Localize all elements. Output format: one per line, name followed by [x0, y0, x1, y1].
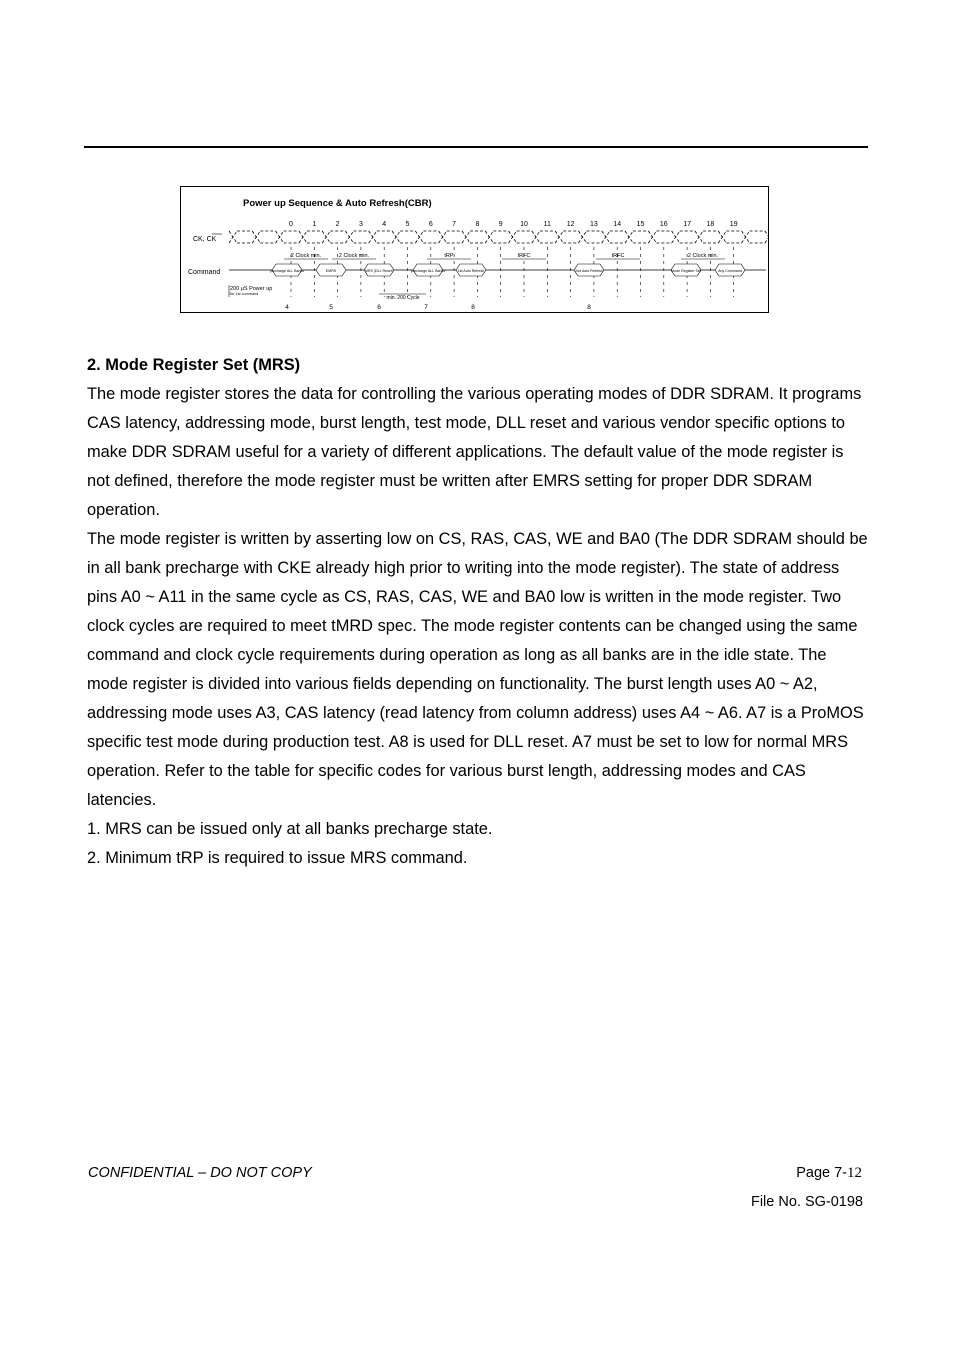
note-1: 1. MRS can be issued only at all banks precharge state. — [87, 820, 493, 838]
timing-label: tRP — [444, 253, 454, 259]
page-prefix: Page 7- — [796, 1165, 847, 1181]
timing-diagram — [180, 186, 769, 313]
section-heading: 2. Mode Register Set (MRS) — [87, 356, 301, 374]
clock-number: 7 — [452, 221, 457, 228]
command-label: 2nd Auto Refresh — [575, 269, 603, 273]
note-min-cycle: min. 200 Cycle — [386, 295, 420, 301]
clock-number: 17 — [683, 221, 691, 228]
clock-number: 13 — [590, 221, 598, 228]
section-body — [87, 351, 869, 873]
command-label: 1st Auto Refresh — [457, 269, 485, 273]
timing-label: 2 Clock min. — [338, 253, 370, 259]
bottom-number: 5 — [329, 304, 333, 311]
note-first-command: for 1st command — [230, 292, 259, 296]
timing-diagram-svg — [181, 187, 768, 312]
command-label: MRS (DLL Reset) — [364, 269, 394, 273]
bottom-number: 8 — [471, 304, 475, 311]
note-power-up: 200 µS Power up — [230, 286, 273, 292]
clock-number: 9 — [498, 221, 503, 228]
note-2: 2. Minimum tRP is required to issue MRS command. — [87, 849, 468, 867]
clock-number: 5 — [405, 221, 410, 228]
clock-number: 0 — [289, 221, 293, 228]
page-number: 12 — [847, 1165, 862, 1181]
clock-number: 8 — [475, 221, 480, 228]
bottom-number: 6 — [377, 304, 381, 311]
diagram-title: Power up Sequence & Auto Refresh(CBR) — [243, 198, 432, 209]
command-row-label: Command — [188, 269, 221, 276]
clock-number: 14 — [613, 221, 622, 228]
clock-number: 6 — [428, 221, 433, 228]
confidential-notice: CONFIDENTIAL – DO NOT COPY — [88, 1165, 312, 1181]
timing-label: tRFC — [517, 253, 531, 259]
bottom-number: 7 — [424, 304, 428, 311]
clock-number: 15 — [636, 221, 645, 228]
clock-number: 3 — [358, 221, 363, 228]
paragraph-2: The mode register is written by asserting low on CS, RAS, CAS, WE and BA0 (The DDR SDRAM should be in all bank precharge with CKE already high prior to writing into the mode register). The state of address pins A0 ~ A11 in the same cycle as CS, RAS, CAS, WE and BA0 low is written in the mode register. Two clock cycles are required to meet tMRD spec. The mode register contents can be changed using the same command and clock cycle requirements during operation as long as all banks are in the idle state. The mode register is divided into various fields depending on functionality. The burst length uses A0 ~ A2, addressing mode uses A3, CAS latency (read latency from column address) uses A4 ~ A6. A7 is a ProMOS specific test mode during production test. A8 is used for DLL reset. A7 must be set to low for normal MRS operation. Refer to the table for specific codes for various burst length, addressing modes and CAS latencies. — [87, 530, 868, 809]
bottom-number: 4 — [285, 304, 289, 311]
command-label: precharge ALL Banks — [410, 269, 446, 273]
clock-number: 11 — [543, 221, 551, 228]
clock-number: 18 — [706, 221, 715, 228]
clock-waveform — [229, 231, 768, 243]
bottom-number: 8 — [587, 304, 591, 311]
page-indicator — [796, 1165, 862, 1182]
command-label: precharge ALL Banks — [269, 269, 305, 273]
clock-number: 2 — [335, 221, 340, 228]
clock-number: 19 — [729, 221, 738, 228]
header-rule — [84, 146, 868, 148]
clock-number: 10 — [520, 221, 528, 228]
command-label: Any Command — [718, 269, 742, 273]
clock-row-label: CK, CK — [193, 236, 217, 243]
clock-number: 1 — [312, 221, 317, 228]
clock-number: 12 — [566, 221, 575, 228]
command-label: EMRS — [325, 269, 337, 273]
clock-number: 16 — [659, 221, 668, 228]
clock-number: 4 — [382, 221, 387, 228]
command-label: Mode Register Set — [671, 269, 701, 273]
timing-label: 2 Clock min. — [687, 253, 719, 259]
timing-label: 2 Clock min. — [290, 253, 322, 259]
timing-label: tRFC — [611, 253, 625, 259]
paragraph-1: The mode register stores the data for controlling the various operating modes of DDR SDRAM. It programs CAS latency, addressing mode, burst length, test mode, DLL reset and various vendor specific options to make DDR SDRAM useful for a variety of different applications. The default value of the mode register is not defined, therefore the mode register must be written after EMRS setting for proper DDR SDRAM operation. — [87, 385, 862, 519]
file-number: File No. SG-0198 — [750, 1194, 863, 1210]
